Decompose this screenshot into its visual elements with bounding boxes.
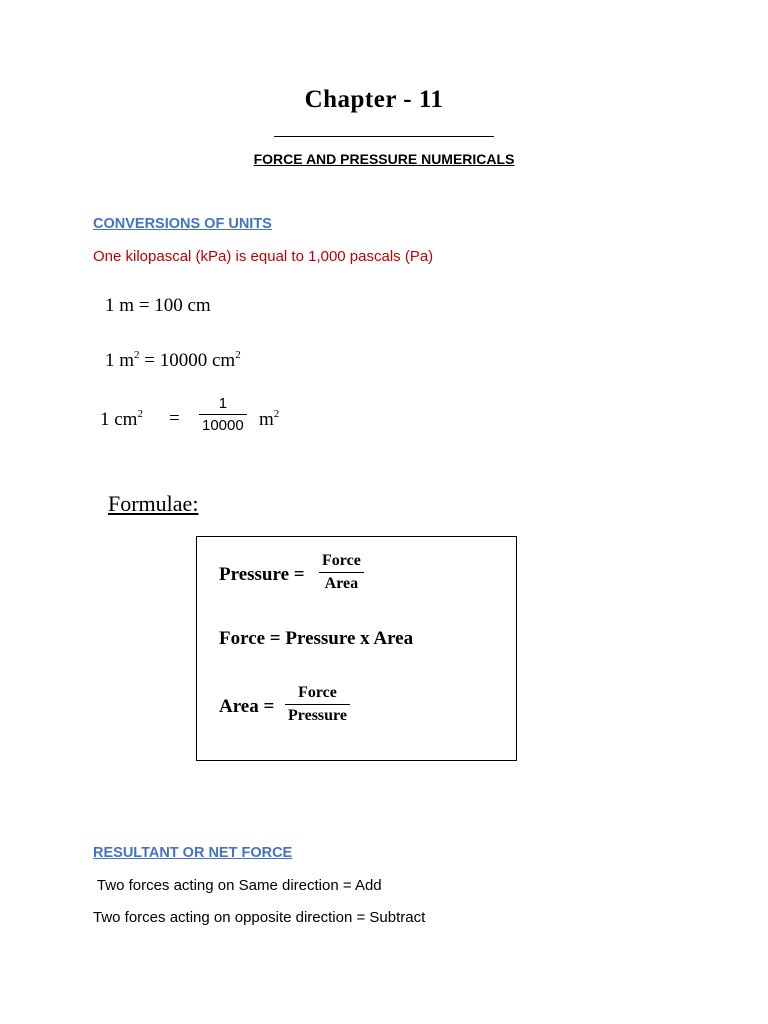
resultant-line-opposite: Two forces acting on opposite direction = Subtract bbox=[93, 909, 426, 926]
pressure-formula-lhs: Pressure = bbox=[219, 564, 305, 585]
area-formula-lhs: Area = bbox=[219, 696, 275, 717]
formula-box bbox=[196, 536, 517, 761]
conversion-line-1: 1 m = 100 cm bbox=[105, 295, 211, 316]
resultant-line-same: Two forces acting on Same direction = Add bbox=[93, 877, 382, 894]
title-divider bbox=[274, 136, 494, 137]
page-subtitle: FORCE AND PRESSURE NUMERICALS bbox=[253, 151, 515, 167]
conversions-heading: CONVERSIONS OF UNITS bbox=[93, 216, 272, 232]
area-formula-fraction: Force Pressure bbox=[285, 684, 350, 725]
conversion-line-3-unit: $m^2$ bbox=[259, 408, 280, 430]
force-formula: Force = Pressure x Area bbox=[219, 628, 414, 649]
chapter-title: Chapter - 11 bbox=[304, 86, 444, 113]
kpa-note: One kilopascal (kPa) is equal to 1,000 pascals (Pa) bbox=[93, 248, 434, 265]
conversion-equations bbox=[93, 282, 288, 447]
conversion-fraction: 1 10000 bbox=[199, 395, 247, 434]
formulae-heading: Formulae: bbox=[108, 491, 199, 516]
conversion-line-3-lhs: 1 $cm^2$ bbox=[100, 408, 143, 430]
conversion-line-3-eq: = bbox=[169, 408, 180, 429]
conversion-line-2: 1 $m^2 = 10000$ $cm^2$ bbox=[105, 349, 241, 371]
pressure-formula-fraction: Force Area bbox=[319, 552, 364, 593]
resultant-heading: RESULTANT OR NET FORCE bbox=[93, 845, 293, 861]
